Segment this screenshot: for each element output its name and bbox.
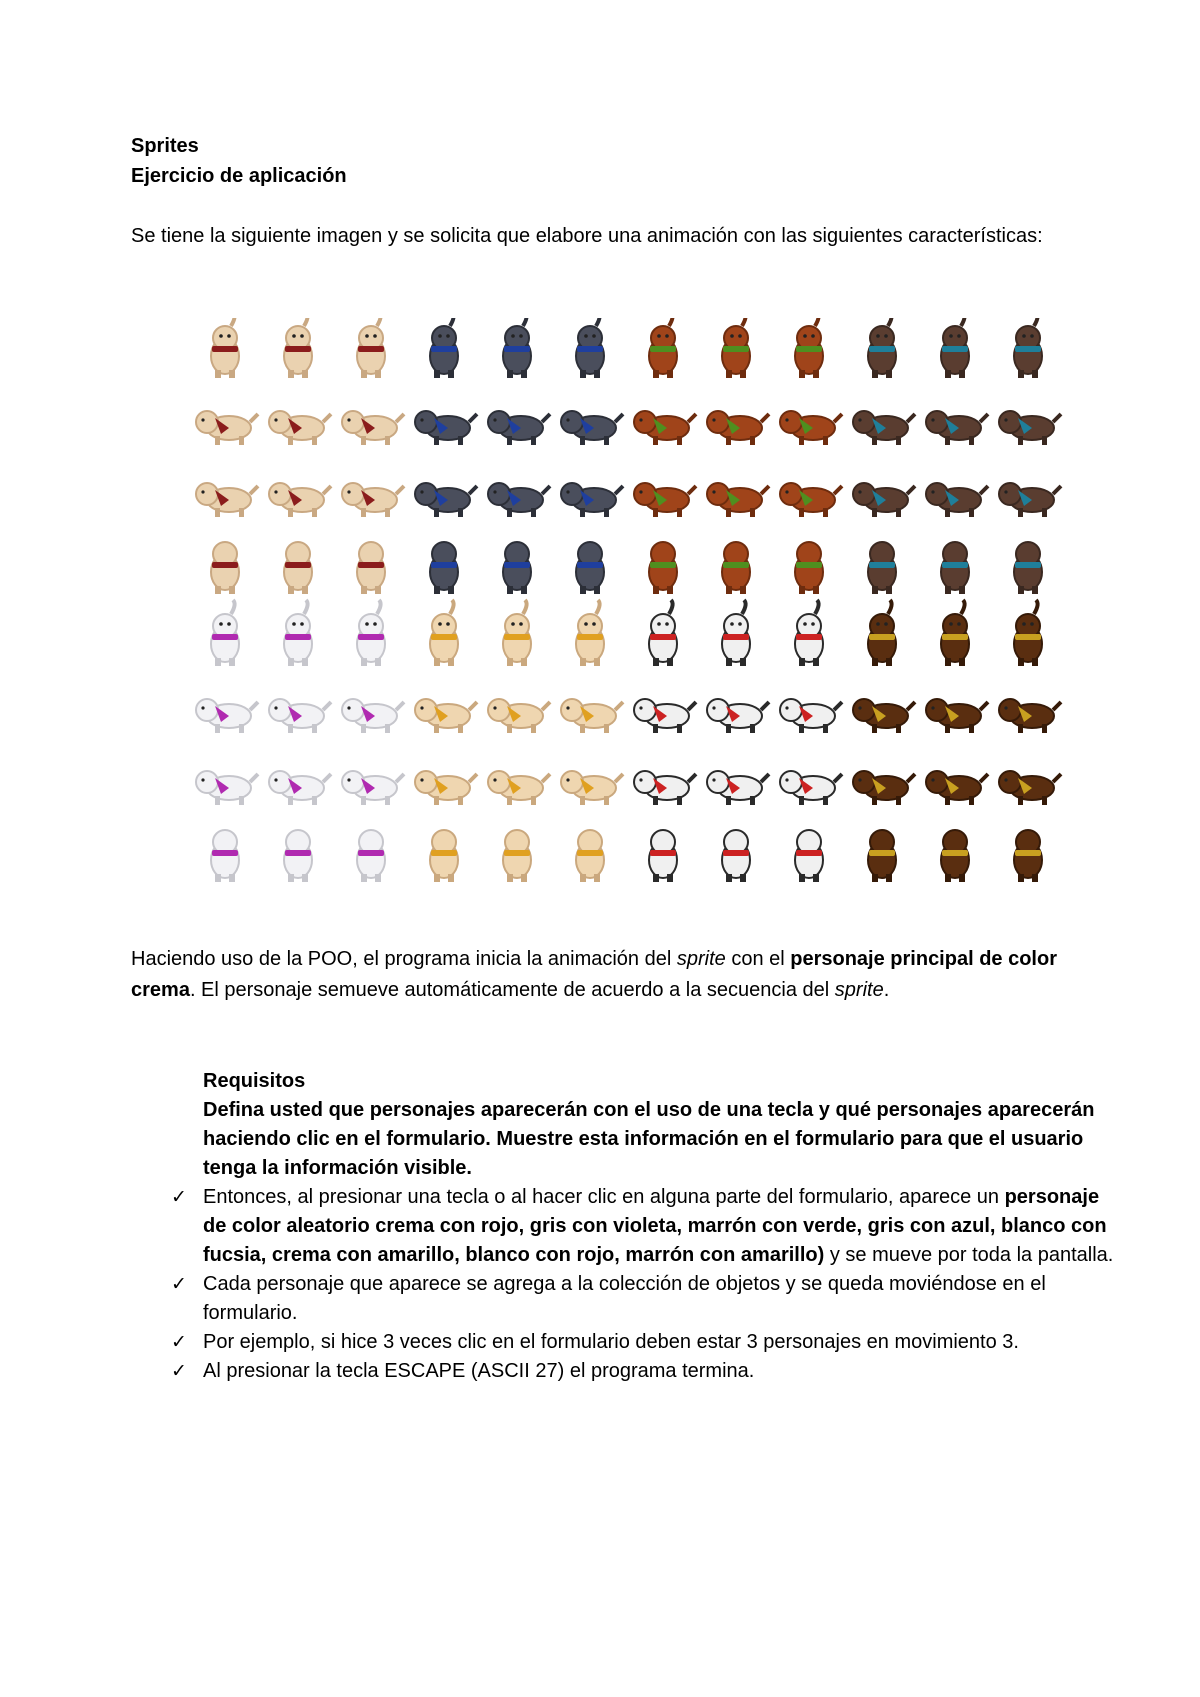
sprite-marron-amarillo-side-left: [999, 699, 1061, 733]
sprite-marron-amarillo-side-left: [999, 771, 1061, 805]
sprite-marron-amarillo-front: [941, 600, 969, 666]
sprite-blanco-rojo-back: [722, 830, 750, 882]
sprite-marron-verde-side-left: [780, 483, 842, 517]
sprite-marron-azul-front: [1014, 318, 1042, 378]
sprite-gris-azul-side-left: [561, 483, 623, 517]
sprite-blanco-fucsia-side-left: [269, 699, 331, 733]
sprite-crema-amarillo-side-left: [561, 699, 623, 733]
item1-text-end: y se mueve por toda la pantalla.: [824, 1244, 1114, 1266]
sprite-marron-verde-side-left: [707, 483, 769, 517]
sprite-crema-amarillo-side-left: [561, 771, 623, 805]
sprite-marron-amarillo-front: [1014, 600, 1042, 666]
sprite-crema-rojo-side-left: [269, 483, 331, 517]
sprite-gris-azul-front: [503, 318, 531, 378]
sprite-marron-azul-back: [941, 542, 969, 594]
sprite-blanco-rojo-back: [649, 830, 677, 882]
sprite-crema-rojo-front: [211, 318, 239, 378]
desc-text-3: . El personaje semueve automáticamente de acuerdo a la secuencia del: [189, 979, 835, 1001]
sprite-gris-azul-side-left: [415, 411, 477, 445]
page-title: Sprites: [131, 135, 199, 157]
desc-bold-main-character: personaje principal de color crema: [131, 948, 1057, 1001]
sprite-crema-amarillo-side-left: [415, 771, 477, 805]
checkmark-icon: ✓: [171, 1187, 187, 1208]
sprite-marron-azul-side-left: [999, 411, 1061, 445]
sprite-gris-azul-back: [576, 542, 604, 594]
sprite-crema-rojo-side-left: [342, 483, 404, 517]
sprite-crema-amarillo-front: [503, 600, 531, 666]
sprite-blanco-rojo-side-left: [780, 699, 842, 733]
sprite-blanco-rojo-back: [795, 830, 823, 882]
sprite-blanco-rojo-front: [722, 600, 750, 666]
sprite-marron-azul-side-left: [926, 483, 988, 517]
item2-text: Cada personaje que aparece se agrega a la colección de objetos y se queda moviéndose en el formulario.: [203, 1273, 1046, 1324]
sprite-marron-verde-back: [795, 542, 823, 594]
sprite-crema-amarillo-front: [576, 600, 604, 666]
item3-text: Por ejemplo, si hice 3 veces clic en el formulario deben estar 3 personajes en movimiento 3.: [203, 1331, 1019, 1353]
intro-paragraph: Se tiene la siguiente imagen y se solicita que elabore una animación con las siguientes características:: [131, 225, 1043, 247]
sprite-crema-amarillo-side-left: [415, 699, 477, 733]
description-paragraph: [131, 944, 1091, 1006]
requirements-section: [171, 1067, 1123, 1386]
sprite-marron-verde-side-left: [634, 411, 696, 445]
sprite-marron-amarillo-back: [868, 830, 896, 882]
item4-text: Al presionar la tecla ESCAPE (ASCII 27) el programa termina.: [203, 1360, 755, 1382]
sprite-marron-amarillo-side-left: [926, 699, 988, 733]
sprite-blanco-fucsia-front: [211, 600, 239, 666]
sprite-blanco-rojo-side-left: [707, 771, 769, 805]
requirements-intro: Defina usted que personajes aparecerán con el uso de una tecla y qué personajes aparecerán haciendo clic en el formulario. Muestre esta información en el formulario para que el usuario tenga la información visible.: [203, 1099, 1095, 1179]
sprite-blanco-fucsia-side-left: [196, 771, 258, 805]
sprite-blanco-fucsia-side-left: [196, 699, 258, 733]
desc-text-2: con el: [725, 948, 791, 970]
checkmark-icon: ✓: [171, 1361, 187, 1382]
sprite-gris-azul-side-left: [488, 483, 550, 517]
sprite-gris-azul-side-left: [561, 411, 623, 445]
checkmark-icon: ✓: [171, 1332, 187, 1353]
sprite-gris-azul-side-left: [415, 483, 477, 517]
sprite-crema-rojo-front: [357, 318, 385, 378]
sprite-blanco-rojo-front: [649, 600, 677, 666]
sprite-marron-amarillo-back: [1014, 830, 1042, 882]
sprite-crema-rojo-front: [284, 318, 312, 378]
sprite-marron-amarillo-side-left: [853, 771, 915, 805]
sprite-marron-azul-side-left: [853, 411, 915, 445]
checkmark-icon: ✓: [171, 1274, 187, 1295]
sprite-crema-rojo-back: [284, 542, 312, 594]
sprite-crema-rojo-side-left: [196, 483, 258, 517]
sprite-crema-rojo-side-left: [342, 411, 404, 445]
sprite-marron-verde-front: [649, 318, 677, 378]
sprite-blanco-fucsia-back: [284, 830, 312, 882]
desc-text-4: .: [883, 979, 890, 1001]
sprite-marron-azul-back: [1014, 542, 1042, 594]
sprite-marron-amarillo-side-left: [853, 699, 915, 733]
sprite-blanco-fucsia-side-left: [342, 699, 404, 733]
sprite-marron-amarillo-front: [868, 600, 896, 666]
sprite-blanco-fucsia-side-left: [342, 771, 404, 805]
sprite-blanco-rojo-side-left: [707, 699, 769, 733]
sprite-marron-verde-side-left: [780, 411, 842, 445]
sprite-crema-amarillo-side-left: [488, 771, 550, 805]
item1-bold: personaje de color aleatorio crema con rojo, gris con violeta, marrón con verde, gris con azul, blanco con fucsia, crema con amarillo, blanco con rojo, marrón con amarillo): [203, 1186, 1107, 1266]
sprite-gris-azul-front: [430, 318, 458, 378]
sprite-marron-azul-front: [868, 318, 896, 378]
sprite-marron-azul-side-left: [926, 411, 988, 445]
list-item: [171, 1328, 1123, 1357]
sprite-marron-amarillo-side-left: [926, 771, 988, 805]
desc-italic-2: sprite: [834, 979, 884, 1001]
sprite-blanco-rojo-side-left: [634, 771, 696, 805]
requirements-list: [171, 1183, 1123, 1386]
sprite-marron-azul-side-left: [853, 483, 915, 517]
sprite-marron-verde-back: [722, 542, 750, 594]
sprite-crema-rojo-back: [357, 542, 385, 594]
sprite-crema-rojo-side-left: [269, 411, 331, 445]
sprite-blanco-fucsia-front: [284, 600, 312, 666]
sprite-marron-verde-back: [649, 542, 677, 594]
page-subtitle: Ejercicio de aplicación: [131, 165, 347, 187]
sprite-crema-amarillo-back: [430, 830, 458, 882]
sprite-gris-azul-back: [503, 542, 531, 594]
sprite-marron-verde-front: [795, 318, 823, 378]
desc-italic-1: sprite: [676, 948, 726, 970]
sprite-blanco-fucsia-front: [357, 600, 385, 666]
sprite-marron-verde-side-left: [634, 483, 696, 517]
sprite-gris-azul-side-left: [488, 411, 550, 445]
list-item: [171, 1270, 1123, 1328]
sprite-blanco-fucsia-back: [357, 830, 385, 882]
sprite-blanco-fucsia-back: [211, 830, 239, 882]
sprite-blanco-fucsia-side-left: [269, 771, 331, 805]
sprite-sheet: [190, 318, 1070, 898]
sprite-gris-azul-front: [576, 318, 604, 378]
sprite-marron-azul-back: [868, 542, 896, 594]
sprite-gris-azul-back: [430, 542, 458, 594]
sprite-marron-verde-front: [722, 318, 750, 378]
item1-text: Entonces, al presionar una tecla o al hacer clic en alguna parte del formulario, aparece un: [203, 1186, 1005, 1208]
list-item: [171, 1357, 1123, 1386]
list-item: [171, 1183, 1123, 1270]
sprite-marron-amarillo-back: [941, 830, 969, 882]
sprite-crema-amarillo-back: [503, 830, 531, 882]
sprite-crema-amarillo-back: [576, 830, 604, 882]
sprite-marron-azul-side-left: [999, 483, 1061, 517]
sprite-blanco-rojo-front: [795, 600, 823, 666]
requirements-title: Requisitos: [203, 1070, 306, 1092]
sprite-marron-verde-side-left: [707, 411, 769, 445]
sprite-blanco-rojo-side-left: [780, 771, 842, 805]
sprite-marron-azul-front: [941, 318, 969, 378]
desc-text-1: Haciendo uso de la POO, el programa inicia la animación del: [131, 948, 677, 970]
sprite-crema-amarillo-front: [430, 600, 458, 666]
sprite-blanco-rojo-side-left: [634, 699, 696, 733]
sprite-crema-rojo-back: [211, 542, 239, 594]
sprite-crema-rojo-side-left: [196, 411, 258, 445]
sprite-crema-amarillo-side-left: [488, 699, 550, 733]
